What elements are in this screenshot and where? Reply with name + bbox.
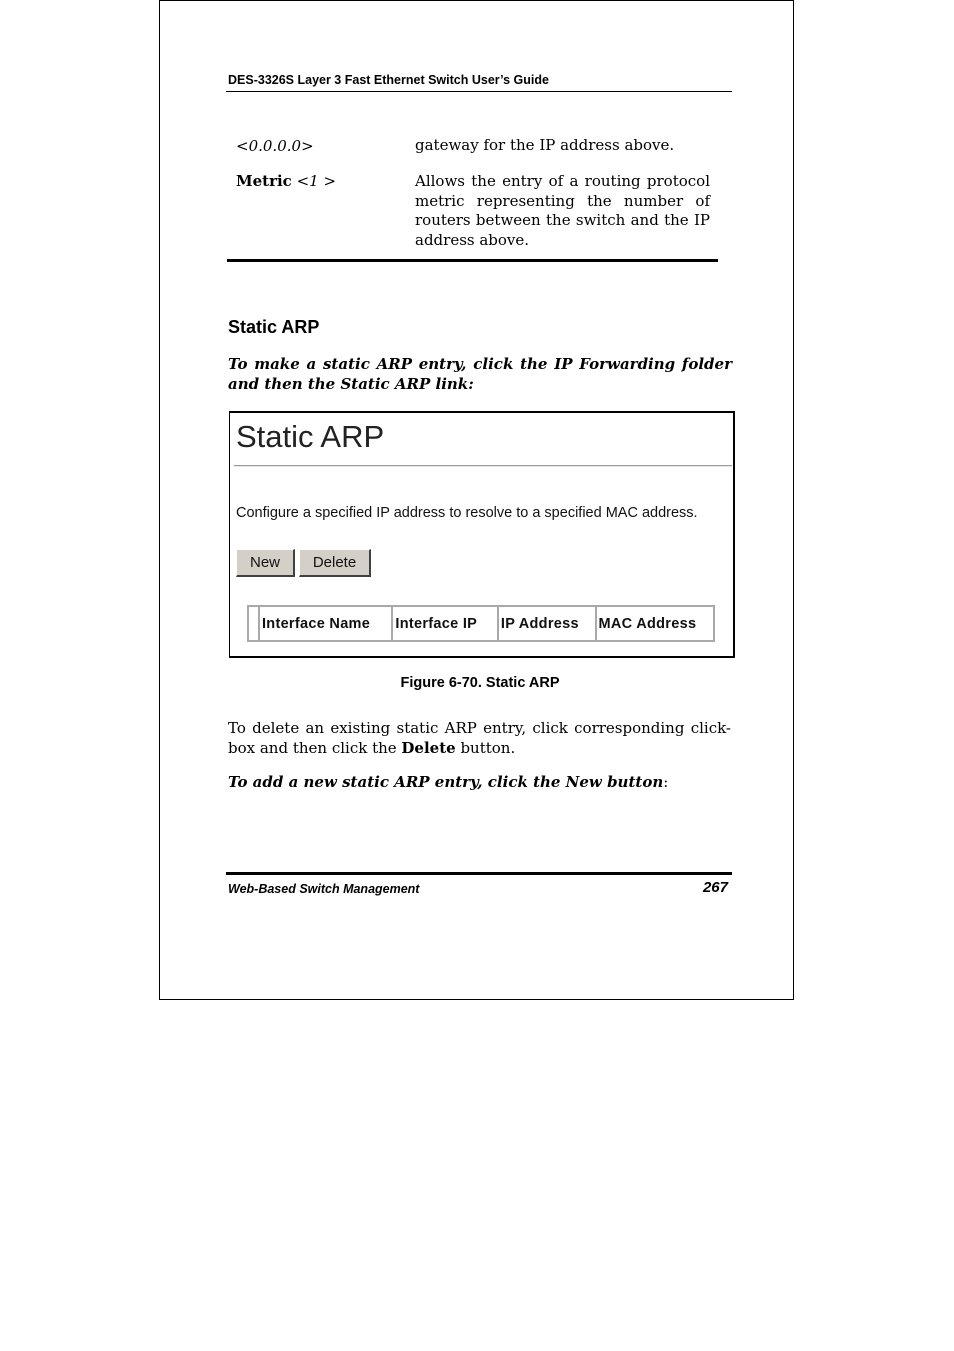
section-title: Static ARP: [228, 317, 320, 337]
param-key-gateway: <0.0.0.0>: [236, 137, 314, 155]
figure-caption: Figure 6-70. Static ARP: [400, 675, 560, 691]
static-arp-screenshot: [229, 411, 735, 658]
column-interface-name: Interface Name: [260, 607, 393, 640]
screenshot-description: Configure a specified IP address to resolve to a specified MAC address.: [236, 505, 698, 521]
column-ip-address: IP Address: [499, 607, 597, 640]
footer-section-title: Web-Based Switch Management: [228, 882, 420, 896]
screenshot-title: Static ARP: [236, 419, 385, 454]
static-arp-table-header: [247, 605, 715, 642]
delete-instructions: To delete an existing static ARP entry, click corresponding click-box and then click the Delete button.: [228, 719, 731, 757]
page-number: 267: [702, 879, 728, 896]
param-key-metric: Metric <1 >: [236, 172, 337, 190]
column-interface-ip: Interface IP: [393, 607, 499, 640]
instruction-static-arp: To make a static ARP entry, click the IP Forwarding folder and then the Static ARP link:: [228, 355, 732, 393]
footer-rule: [226, 872, 732, 875]
param-desc-gateway: gateway for the IP address above.: [415, 136, 675, 154]
new-button[interactable]: New: [236, 549, 295, 577]
param-desc-metric: Allows the entry of a routing protocol metric representing the number of routers between the switch and the IP address above.: [415, 172, 710, 249]
column-mac-address: MAC Address: [598, 615, 697, 632]
screenshot-separator: [234, 465, 732, 467]
delete-button[interactable]: Delete: [299, 549, 371, 577]
select-column-header: [249, 607, 260, 640]
param-table-rule: [227, 259, 718, 262]
header-rule: [226, 91, 732, 92]
instruction-new-entry: To add a new static ARP entry, click the New button:: [228, 773, 669, 791]
running-header: DES-3326S Layer 3 Fast Ethernet Switch User’s Guide: [228, 73, 549, 87]
